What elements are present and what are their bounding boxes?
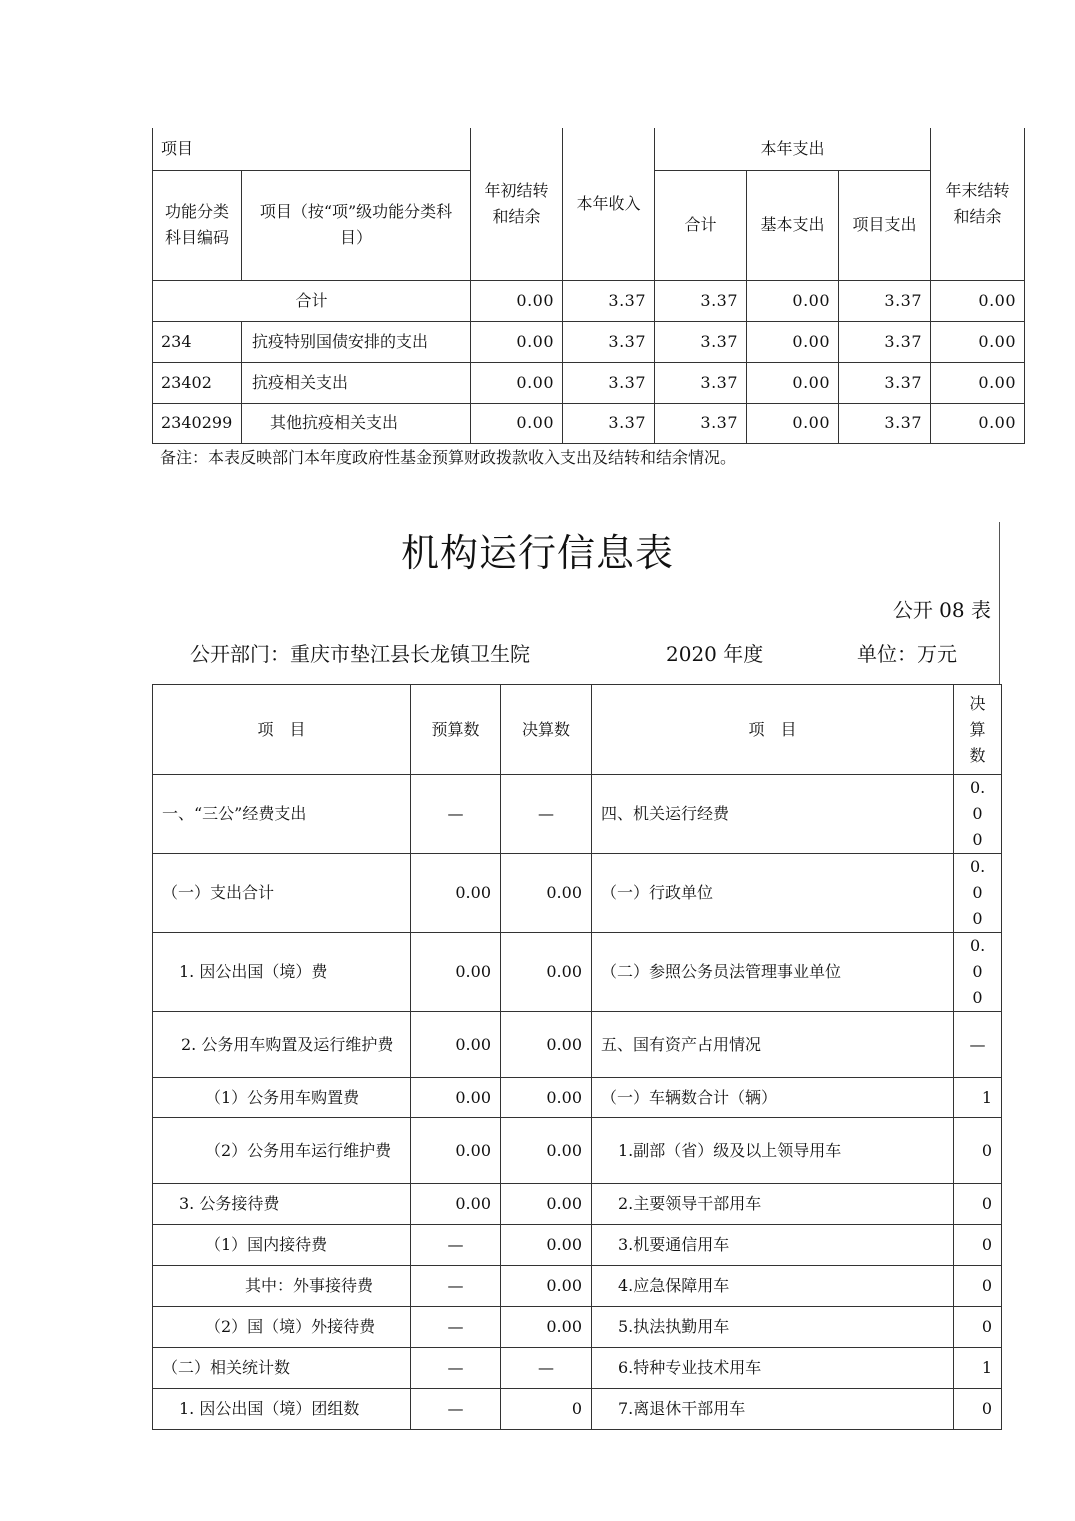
cell: 0.00 (471, 280, 563, 321)
cell: 3.37 (563, 403, 655, 443)
cell: 3.37 (563, 362, 655, 403)
header-item: 项 目 (153, 685, 411, 775)
value-cell: 0 (954, 1307, 1002, 1348)
value-cell: 0.00 (954, 933, 1002, 1012)
agency-operation-table (152, 684, 1002, 1430)
row-label-right: 1.副部（省）级及以上领导用车 (592, 1118, 954, 1184)
cell: 0.00 (931, 403, 1025, 443)
value-cell: 0 (954, 1389, 1002, 1430)
final-cell: 0.00 (501, 1184, 592, 1225)
cell: 0.00 (747, 321, 839, 362)
final-cell: 0 (501, 1389, 592, 1430)
cell: 3.37 (655, 403, 747, 443)
cell: 3.37 (839, 321, 931, 362)
row-label-right: 五、国有资产占用情况 (592, 1012, 954, 1078)
row-label-right: 7.离退休干部用车 (592, 1389, 954, 1430)
row-label-right: 5.执法执勤用车 (592, 1307, 954, 1348)
row-label: （2）国（境）外接待费 (153, 1307, 411, 1348)
cell: 3.37 (839, 403, 931, 443)
budget-cell: 0.00 (411, 1184, 501, 1225)
row-label: 1. 因公出国（境）团组数 (153, 1389, 411, 1430)
row-label: 一、“三公”经费支出 (153, 775, 411, 854)
row-label-right: 3.机要通信用车 (592, 1225, 954, 1266)
cell-name: 抗疫相关支出 (242, 362, 471, 403)
budget-cell: — (411, 775, 501, 854)
budget-cell: — (411, 1225, 501, 1266)
value-cell: 0.00 (954, 854, 1002, 933)
header-name: 项目（按“项”级功能分类科目） (242, 170, 471, 280)
row-label-right: （二）参照公务员法管理事业单位 (592, 933, 954, 1012)
header-project: 项目 (153, 128, 471, 170)
row-label-right: （一）行政单位 (592, 854, 954, 933)
final-cell: — (501, 1348, 592, 1389)
cell: 3.37 (655, 321, 747, 362)
cell: 3.37 (839, 362, 931, 403)
cell: 0.00 (747, 362, 839, 403)
cell-code: 23402 (153, 362, 242, 403)
final-cell: 0.00 (501, 1225, 592, 1266)
value-cell: 0.00 (954, 775, 1002, 854)
unit-label: 单位：万元 (857, 642, 957, 666)
page-title: 机构运行信息表 (400, 531, 674, 575)
budget-cell: 0.00 (411, 854, 501, 933)
table-row (153, 403, 1025, 443)
header-begin: 年初结转和结余 (471, 128, 563, 280)
table-row (153, 1266, 1002, 1307)
row-label: （1）国内接待费 (153, 1225, 411, 1266)
cell-code: 234 (153, 321, 242, 362)
value-cell: 1 (954, 1348, 1002, 1389)
row-label-right: 6.特种专业技术用车 (592, 1348, 954, 1389)
header-final2: 决算数 (954, 685, 1002, 775)
header-item2: 项 目 (592, 685, 954, 775)
final-cell: 0.00 (501, 1078, 592, 1118)
cell: 0.00 (931, 280, 1025, 321)
budget-cell: — (411, 1348, 501, 1389)
table-row (153, 1348, 1002, 1389)
cell-name: 抗疫特别国债安排的支出 (242, 321, 471, 362)
final-cell: 0.00 (501, 1118, 592, 1184)
value-cell: 0 (954, 1225, 1002, 1266)
cell: 3.37 (563, 321, 655, 362)
header-income: 本年收入 (563, 128, 655, 280)
table-row (153, 1389, 1002, 1430)
row-label: 3. 公务接待费 (153, 1184, 411, 1225)
value-cell: 0 (954, 1266, 1002, 1307)
table-row (153, 933, 1002, 1012)
header-proj: 项目支出 (839, 170, 931, 280)
final-cell: 0.00 (501, 1307, 592, 1348)
row-label-right: 4.应急保障用车 (592, 1266, 954, 1307)
value-cell: 1 (954, 1078, 1002, 1118)
row-label-right: 2.主要领导干部用车 (592, 1184, 954, 1225)
cell-name: 其他抗疫相关支出 (242, 403, 471, 443)
table-row (153, 1307, 1002, 1348)
row-label: 1. 因公出国（境）费 (153, 933, 411, 1012)
table-row (153, 775, 1002, 854)
header-total: 合计 (655, 170, 747, 280)
table-row (153, 362, 1025, 403)
table-row (153, 1184, 1002, 1225)
header-current-expense: 本年支出 (655, 128, 931, 170)
header-final: 决算数 (501, 685, 592, 775)
cell: 0.00 (747, 403, 839, 443)
total-row (153, 280, 1025, 321)
budget-cell: 0.00 (411, 1078, 501, 1118)
row-label: （2）公务用车运行维护费 (153, 1118, 411, 1184)
cell: 3.37 (655, 362, 747, 403)
final-cell: 0.00 (501, 1266, 592, 1307)
cell: 0.00 (931, 321, 1025, 362)
budget-cell: — (411, 1307, 501, 1348)
final-cell: 0.00 (501, 933, 592, 1012)
final-cell: 0.00 (501, 1012, 592, 1078)
cell: 0.00 (471, 403, 563, 443)
budget-cell: — (411, 1389, 501, 1430)
budget-cell: 0.00 (411, 1118, 501, 1184)
header-code: 功能分类科目编码 (153, 170, 242, 280)
table-row (153, 1225, 1002, 1266)
value-cell: 0 (954, 1118, 1002, 1184)
table-row (153, 321, 1025, 362)
budget-cell: — (411, 1266, 501, 1307)
table-row (153, 1118, 1002, 1184)
row-label: （一）支出合计 (153, 854, 411, 933)
header-end: 年末结转和结余 (931, 128, 1025, 280)
table-number: 公开 08 表 (892, 598, 991, 622)
cell: 0.00 (471, 362, 563, 403)
cell-code: 2340299 (153, 403, 242, 443)
row-label: （二）相关统计数 (153, 1348, 411, 1389)
cell: 0.00 (471, 321, 563, 362)
table-row (153, 1012, 1002, 1078)
cell: 0.00 (931, 362, 1025, 403)
value-cell: 0 (954, 1184, 1002, 1225)
row-label: 其中：外事接待费 (153, 1266, 411, 1307)
total-label: 合计 (153, 280, 471, 321)
row-label: （1）公务用车购置费 (153, 1078, 411, 1118)
row-label-right: 四、机关运行经费 (592, 775, 954, 854)
cell: 0.00 (747, 280, 839, 321)
department-label: 公开部门：重庆市垫江县长龙镇卫生院 (190, 642, 530, 666)
value-cell: — (954, 1012, 1002, 1078)
table-row (153, 854, 1002, 933)
cell: 3.37 (563, 280, 655, 321)
row-label: 2. 公务用车购置及运行维护费 (153, 1012, 411, 1078)
year-label: 2020 年度 (666, 642, 764, 666)
final-cell: — (501, 775, 592, 854)
final-cell: 0.00 (501, 854, 592, 933)
budget-cell: 0.00 (411, 933, 501, 1012)
header-basic: 基本支出 (747, 170, 839, 280)
row-label-right: （一）车辆数合计（辆） (592, 1078, 954, 1118)
table-note: 备注：本表反映部门本年度政府性基金预算财政拨款收入支出及结转和结余情况。 (160, 448, 737, 467)
cell: 3.37 (655, 280, 747, 321)
budget-cell: 0.00 (411, 1012, 501, 1078)
header-budget: 预算数 (411, 685, 501, 775)
table-row (153, 1078, 1002, 1118)
cell: 3.37 (839, 280, 931, 321)
fund-budget-table (152, 128, 1025, 444)
